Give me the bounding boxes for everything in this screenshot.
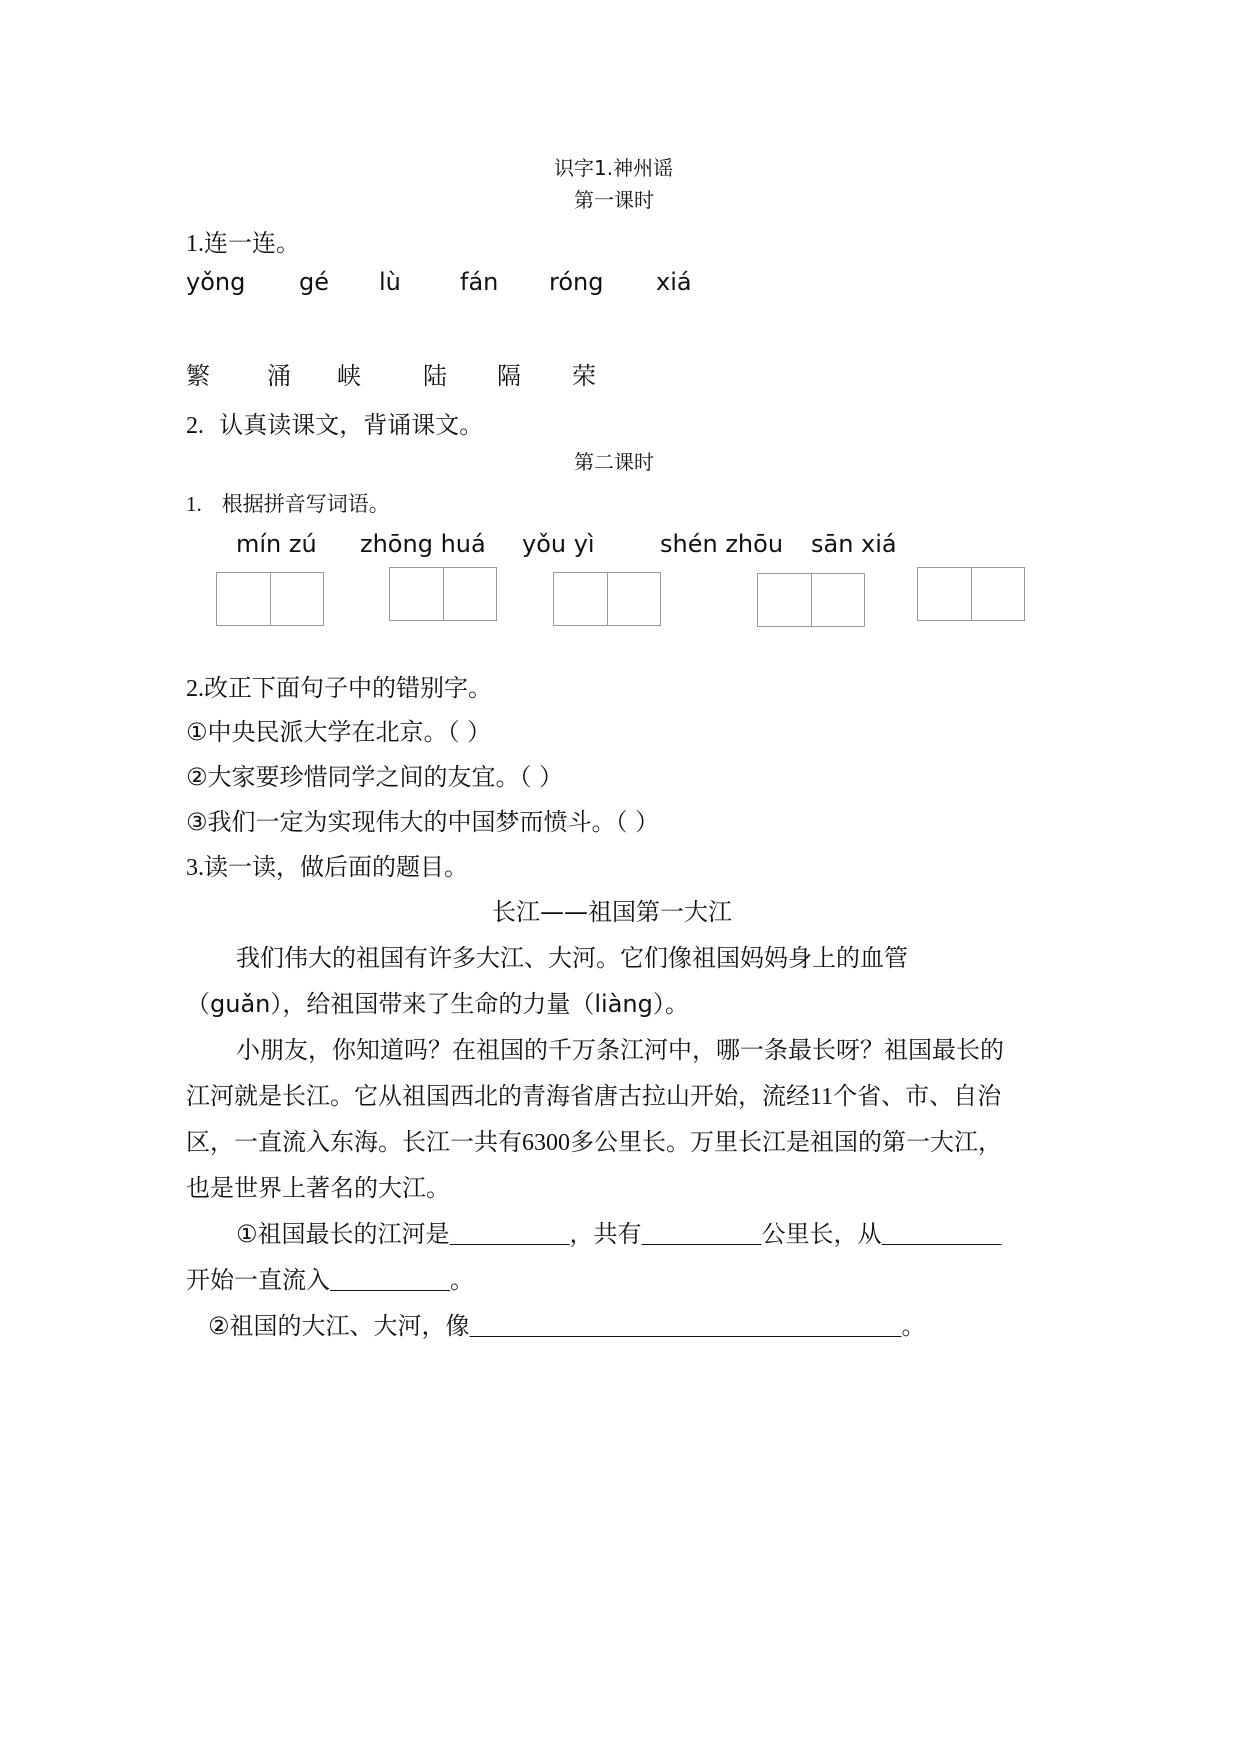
writing-cell[interactable] — [918, 568, 972, 620]
lesson-one-heading: 第一课时 — [574, 188, 654, 212]
question-text: 根据拼音写词语。 — [221, 492, 390, 516]
pinyin-item: lù — [379, 268, 401, 296]
correction-sentence: ③我们一定为实现伟大的中国梦而愤斗。（ ） — [186, 808, 660, 836]
fill-in-question[interactable]: ①祖国最长的江河是＿＿＿＿＿，共有＿＿＿＿＿公里长，从＿＿＿＿＿ — [236, 1220, 1002, 1248]
passage-line: （guǎn），给祖国带来了生命的力量（liàng）。 — [186, 990, 689, 1018]
writing-grid[interactable] — [389, 567, 497, 621]
worksheet-title: 识字1.神州谣 — [554, 156, 674, 180]
character-item: 涌 — [267, 362, 291, 390]
correction-sentence: ①中央民派大学在北京。（ ） — [186, 718, 492, 746]
character-item: 陆 — [423, 362, 447, 390]
pinyin-word: zhōng huá — [360, 530, 486, 558]
writing-cell[interactable] — [390, 568, 444, 620]
question-number: 1. — [186, 231, 204, 257]
lesson-two-heading: 第二课时 — [574, 450, 654, 474]
question-2-3 — [186, 847, 468, 882]
correction-sentence: ②大家要珍惜同学之间的友宜。（ ） — [186, 763, 564, 791]
writing-cell[interactable] — [270, 573, 324, 625]
writing-cell[interactable] — [811, 574, 865, 626]
question-2-2 — [186, 668, 492, 703]
question-text: 连一连。 — [204, 229, 300, 257]
passage-text: 江河就是长江。它从祖国西北的青海省唐古拉山开始，流经 — [186, 1082, 810, 1110]
question-number: 2. — [186, 413, 204, 439]
question-2-1 — [186, 488, 390, 518]
question-number: 1. — [186, 492, 202, 516]
fill-in-question[interactable]: ②祖国的大江、大河，像＿＿＿＿＿＿＿＿＿＿＿＿＿＿＿＿＿＿。 — [208, 1312, 926, 1340]
writing-cell[interactable] — [554, 573, 608, 625]
writing-grid[interactable] — [757, 573, 865, 627]
question-number: 2. — [186, 676, 204, 702]
pinyin-word: sān xiá — [811, 530, 897, 558]
question-1-2 — [186, 405, 483, 440]
pinyin-item: róng — [549, 268, 604, 296]
passage-line: 我们伟大的祖国有许多大江、大河。它们像祖国妈妈身上的血管 — [236, 944, 908, 972]
passage-line — [186, 1076, 1001, 1111]
writing-cell[interactable] — [607, 573, 661, 625]
pinyin-item: yǒng — [186, 268, 246, 296]
writing-cell[interactable] — [217, 573, 271, 625]
character-item: 隔 — [497, 362, 521, 390]
passage-number: 6300 — [522, 1130, 570, 1156]
pinyin-word: shén zhōu — [660, 530, 784, 558]
question-text: 认真读课文，背诵课文。 — [219, 411, 484, 439]
writing-cell[interactable] — [443, 568, 497, 620]
passage-text: 个省、市、自治 — [833, 1082, 1002, 1110]
question-text: 改正下面句子中的错别字。 — [204, 674, 492, 702]
pinyin-item: xiá — [656, 268, 692, 296]
character-item: 峡 — [337, 362, 361, 390]
pinyin-word: yǒu yì — [522, 530, 595, 558]
passage-number: 11 — [810, 1084, 834, 1110]
question-text: 读一读，做后面的题目。 — [204, 853, 468, 881]
passage-line: 小朋友，你知道吗？在祖国的千万条江河中，哪一条最长呀？祖国最长的 — [236, 1036, 1004, 1064]
pinyin-word: mín zú — [236, 530, 317, 558]
passage-title: 长江——祖国第一大江 — [492, 898, 732, 926]
pinyin-item: gé — [299, 268, 329, 296]
passage-text: 多公里长。万里长江是祖国的第一大江， — [570, 1128, 1002, 1156]
passage-line — [186, 1122, 1002, 1157]
writing-grid[interactable] — [917, 567, 1025, 621]
writing-cell[interactable] — [758, 574, 812, 626]
pinyin-item: fán — [460, 268, 499, 296]
passage-line: 也是世界上著名的大江。 — [186, 1174, 450, 1202]
writing-grid[interactable] — [216, 572, 324, 626]
passage-text: 区，一直流入东海。长江一共有 — [186, 1128, 522, 1156]
writing-cell[interactable] — [971, 568, 1025, 620]
question-1-1 — [186, 223, 300, 258]
question-number: 3. — [186, 855, 204, 881]
character-item: 荣 — [572, 362, 596, 390]
writing-grid[interactable] — [553, 572, 661, 626]
character-item: 繁 — [186, 362, 210, 390]
fill-in-question[interactable]: 开始一直流入＿＿＿＿＿。 — [186, 1266, 474, 1294]
